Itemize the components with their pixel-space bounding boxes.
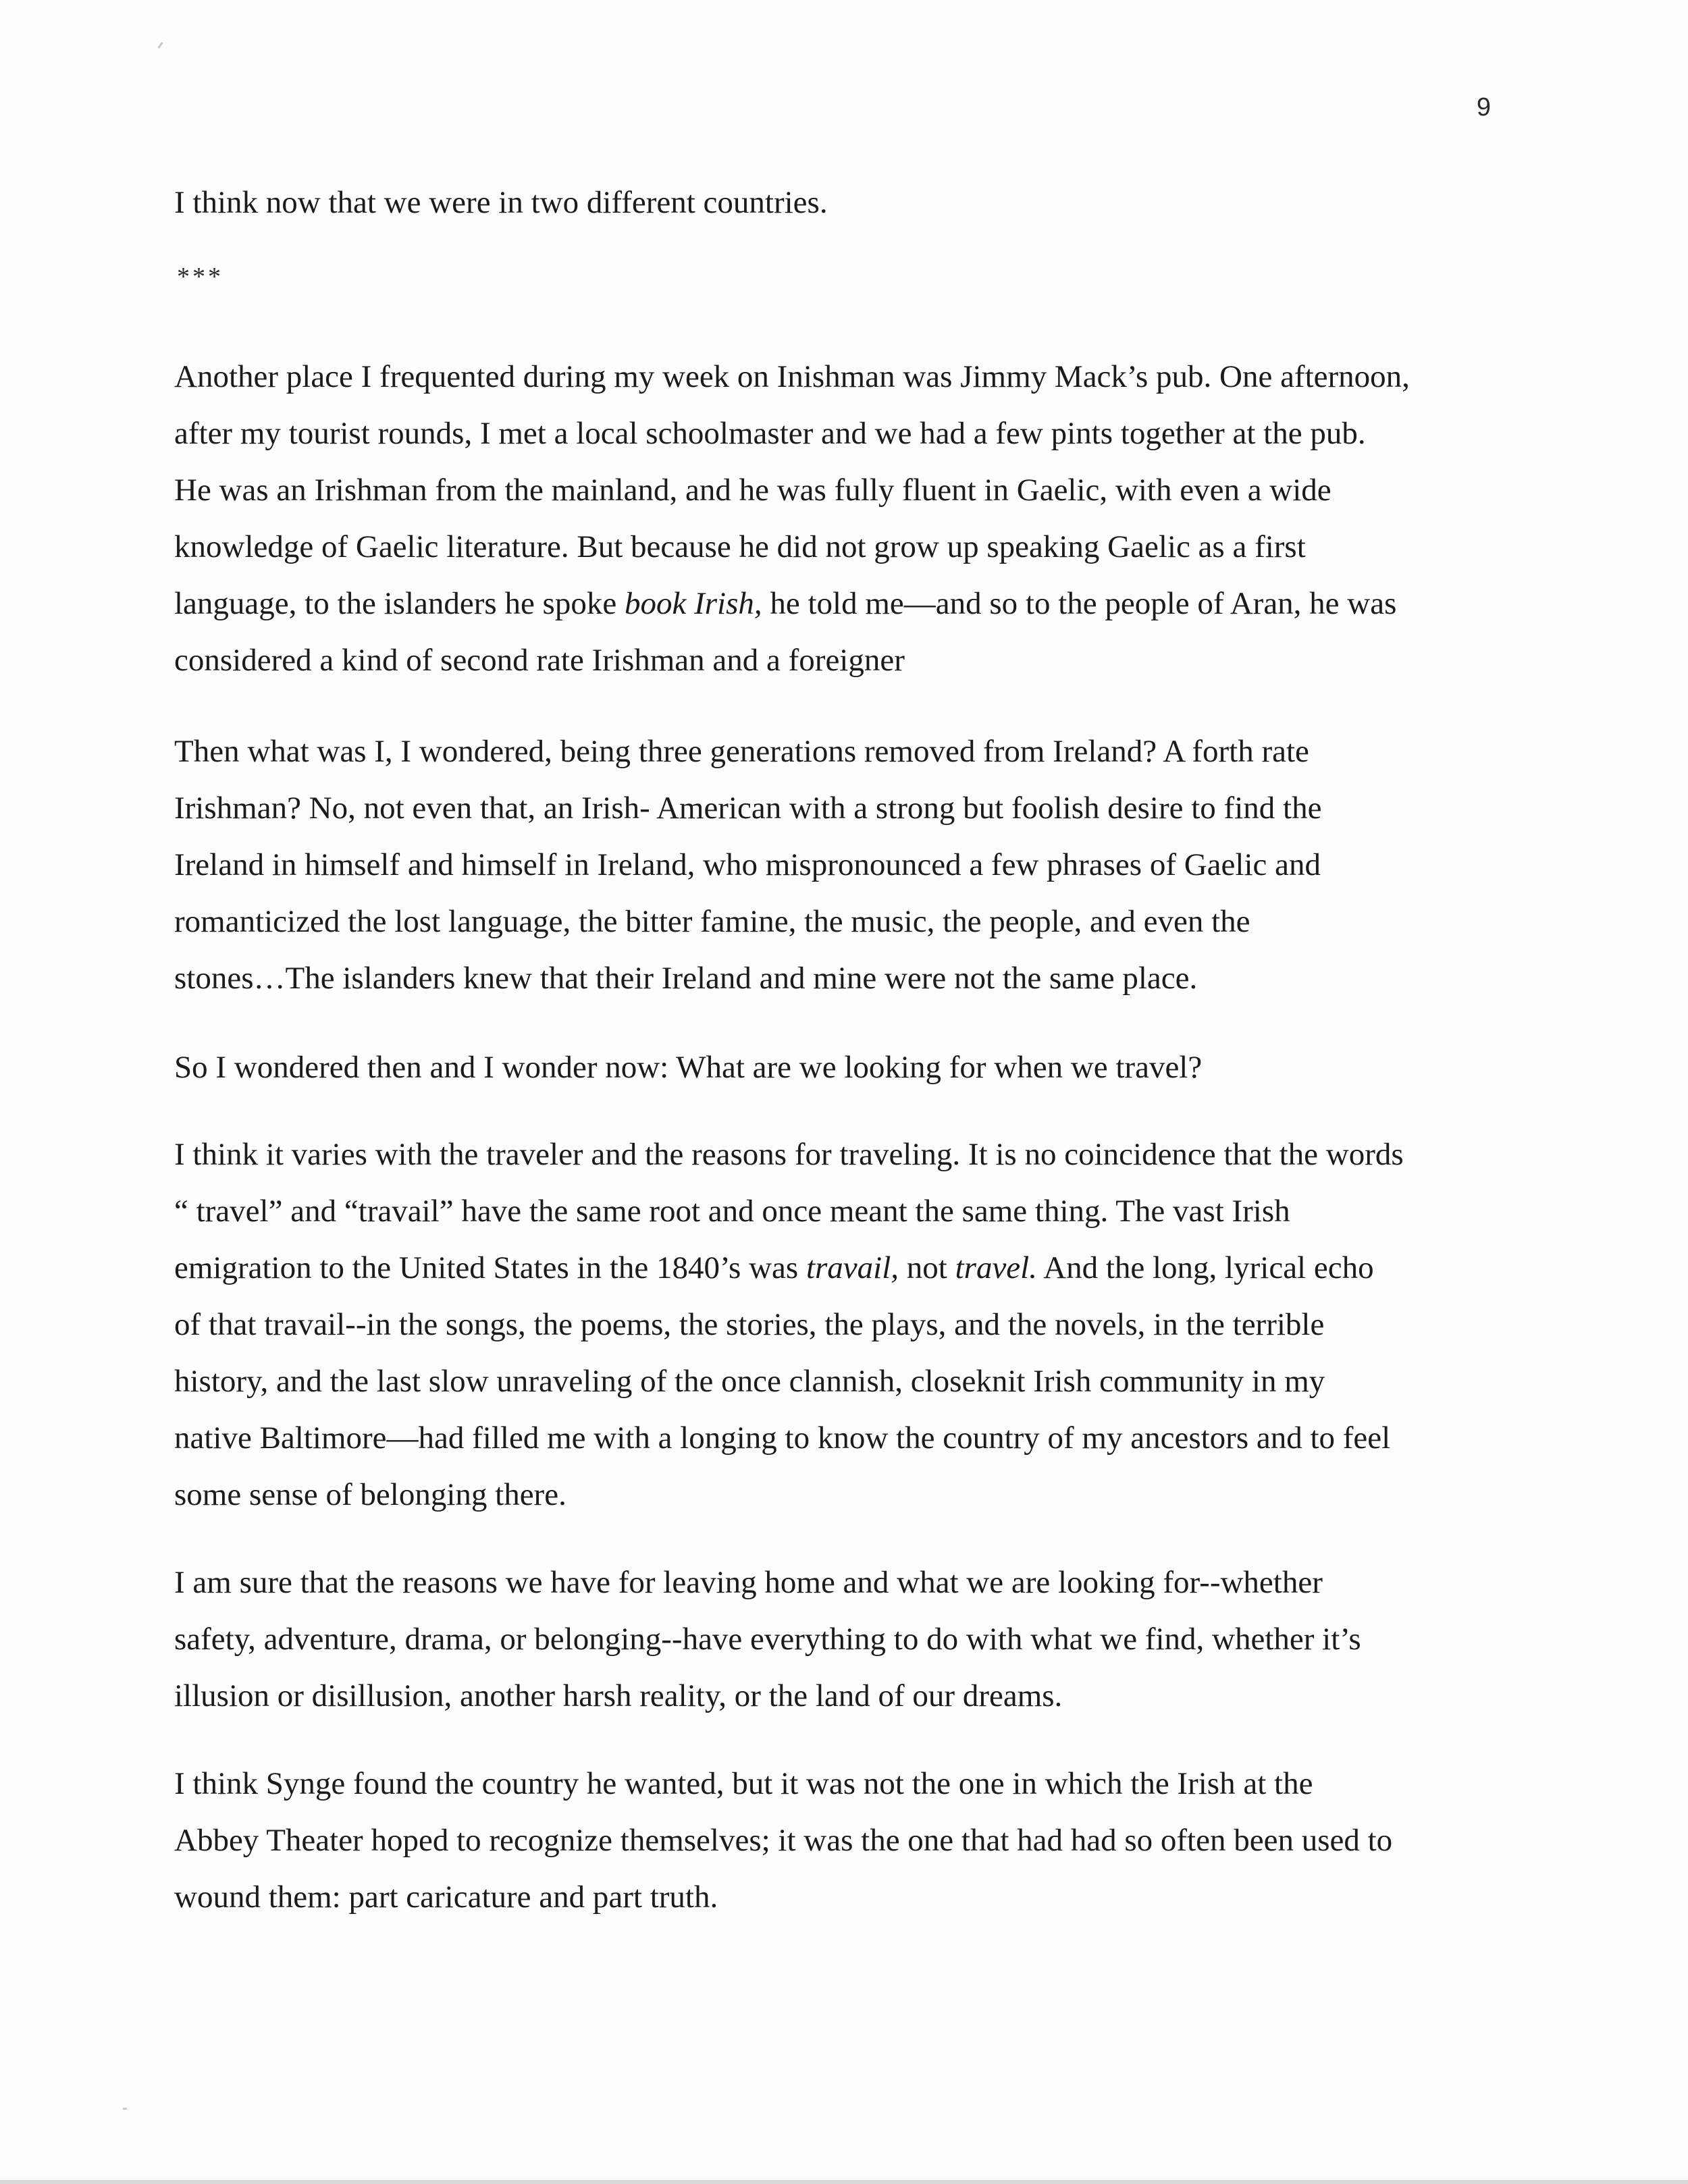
text-run: And the long, lyrical echo: [1036, 1250, 1374, 1285]
intro-line: [174, 174, 1511, 231]
text-line: Ireland in himself and himself in Ireland, who mispronounced a few phrases of Gaelic and: [174, 847, 1321, 882]
text-run: language, to the islanders he spoke: [174, 586, 625, 621]
scan-speck: [123, 2108, 127, 2110]
paragraph-3: [174, 1039, 1511, 1096]
scan-bottom-edge: [0, 2180, 1688, 2184]
text-line: He was an Irishman from the mainland, and he was fully fluent in Gaelic, with even a wide: [174, 473, 1331, 508]
italic-word: travail,: [806, 1250, 899, 1285]
text-line: wound them: part caricature and part truth.: [174, 1880, 718, 1915]
text-line: after my tourist rounds, I met a local schoolmaster and we had a few pints together at the pub.: [174, 416, 1366, 451]
text-line: I think Synge found the country he wanted, but it was not the one in which the Irish at the: [174, 1766, 1313, 1801]
text-line: Then what was I, I wondered, being three generations removed from Ireland? A forth rate: [174, 734, 1309, 769]
text-line: I think it varies with the traveler and the reasons for traveling. It is no coincidence that the words: [174, 1137, 1404, 1172]
italic-phrase: book Irish,: [624, 586, 762, 621]
text-line: I think now that we were in two different countries.: [174, 185, 828, 220]
text-line: stones…The islanders knew that their Ireland and mine were not the same place.: [174, 961, 1198, 996]
text-run: emigration to the United States in the 1840’s was: [174, 1250, 806, 1285]
paragraph-5: [174, 1554, 1511, 1724]
text-line: of that travail--in the songs, the poems, the stories, the plays, and the novels, in the terrible: [174, 1307, 1325, 1342]
text-run: he told me—and so to the people of Aran, he was: [762, 586, 1397, 621]
text-line: safety, adventure, drama, or belonging--have everything to do with what we find, whether it’s: [174, 1622, 1361, 1657]
text-line: illusion or disillusion, another harsh reality, or the land of our dreams.: [174, 1678, 1063, 1713]
paragraph-6: [174, 1755, 1511, 1925]
text-line: native Baltimore—had filled me with a longing to know the country of my ancestors and to feel: [174, 1420, 1391, 1456]
text-line: knowledge of Gaelic literature. But because he did not grow up speaking Gaelic as a first: [174, 529, 1306, 564]
text-line: history, and the last slow unraveling of the once clannish, closeknit Irish community in my: [174, 1364, 1325, 1399]
paragraph-1: [174, 348, 1511, 689]
text-line: “ travel” and “travail” have the same root and once meant the same thing. The vast Irish: [174, 1194, 1290, 1229]
paragraph-4: [174, 1126, 1511, 1523]
text-line: Abbey Theater hoped to recognize themselves; it was the one that had had so often been used to: [174, 1823, 1393, 1858]
section-break: ***: [177, 263, 223, 291]
text-line: some sense of belonging there.: [174, 1477, 566, 1512]
text-line: considered a kind of second rate Irishman and a foreigner: [174, 643, 905, 678]
text-run: not: [899, 1250, 955, 1285]
text-line: Irishman? No, not even that, an Irish- American with a strong but foolish desire to find the: [174, 791, 1322, 826]
text-line: [174, 575, 1511, 632]
text-line: I am sure that the reasons we have for leaving home and what we are looking for--whether: [174, 1565, 1323, 1600]
page-number: 9: [1476, 93, 1491, 122]
text-line: Another place I frequented during my week on Inishman was Jimmy Mack’s pub. One afternoon,: [174, 359, 1410, 394]
paragraph-2: [174, 723, 1511, 1007]
text-line: So I wondered then and I wonder now: What are we looking for when we travel?: [174, 1050, 1203, 1085]
text-line: romanticized the lost language, the bitter famine, the music, the people, and even the: [174, 904, 1250, 939]
italic-word: travel.: [955, 1250, 1037, 1285]
scan-speck: [157, 42, 163, 49]
text-line: [174, 1240, 1511, 1296]
